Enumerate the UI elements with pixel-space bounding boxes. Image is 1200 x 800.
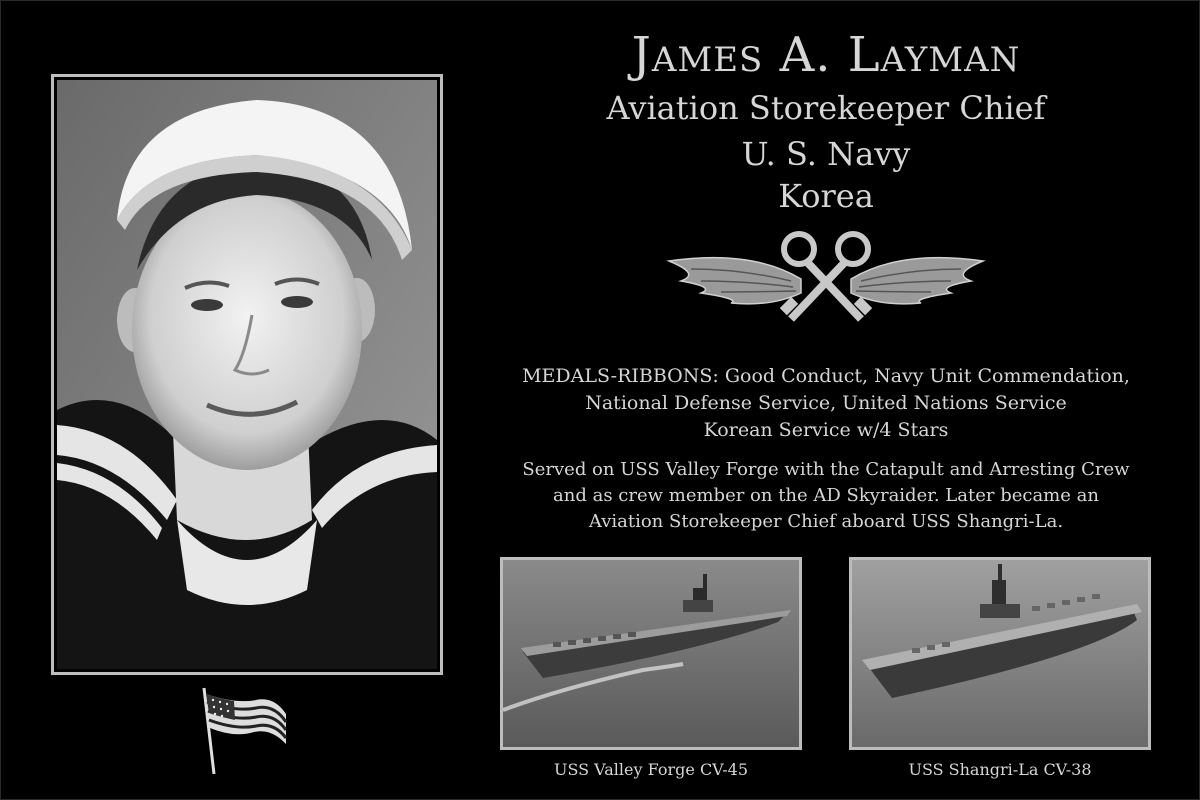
service-branch: U. S. Navy: [741, 135, 911, 173]
ship-caption: USS Shangri-La CV-38: [908, 760, 1092, 779]
uss-shangri-la-photo: [849, 557, 1151, 750]
ship-caption: USS Valley Forge CV-45: [553, 760, 749, 779]
medals-line: Korean Service w/4 Stars: [703, 419, 949, 441]
american-flag-icon: [196, 686, 291, 776]
portrait-frame: [51, 74, 443, 675]
veteran-name: James A. Layman: [631, 27, 1021, 83]
medals-line: MEDALS-RIBBONS: Good Conduct, Navy Unit Commendation,: [522, 365, 1130, 387]
uss-valley-forge-photo: [500, 557, 802, 750]
sailor-portrait-photo: [57, 80, 437, 669]
medals-line: National Defense Service, United Nations Service: [585, 392, 1067, 414]
service-line: Aviation Storekeeper Chief aboard USS Shangri-La.: [588, 511, 1064, 532]
service-line: Served on USS Valley Forge with the Catapult and Arresting Crew: [522, 459, 1130, 480]
medals-ribbons-text: [471, 363, 1181, 444]
service-line: and as crew member on the AD Skyraider. Later became an: [553, 485, 1099, 506]
aviation-storekeeper-wings-crossed-keys-icon: [661, 229, 991, 327]
service-history-text: [471, 457, 1181, 535]
veteran-rank: Aviation Storekeeper Chief: [606, 89, 1046, 127]
service-conflict: Korea: [778, 177, 874, 215]
